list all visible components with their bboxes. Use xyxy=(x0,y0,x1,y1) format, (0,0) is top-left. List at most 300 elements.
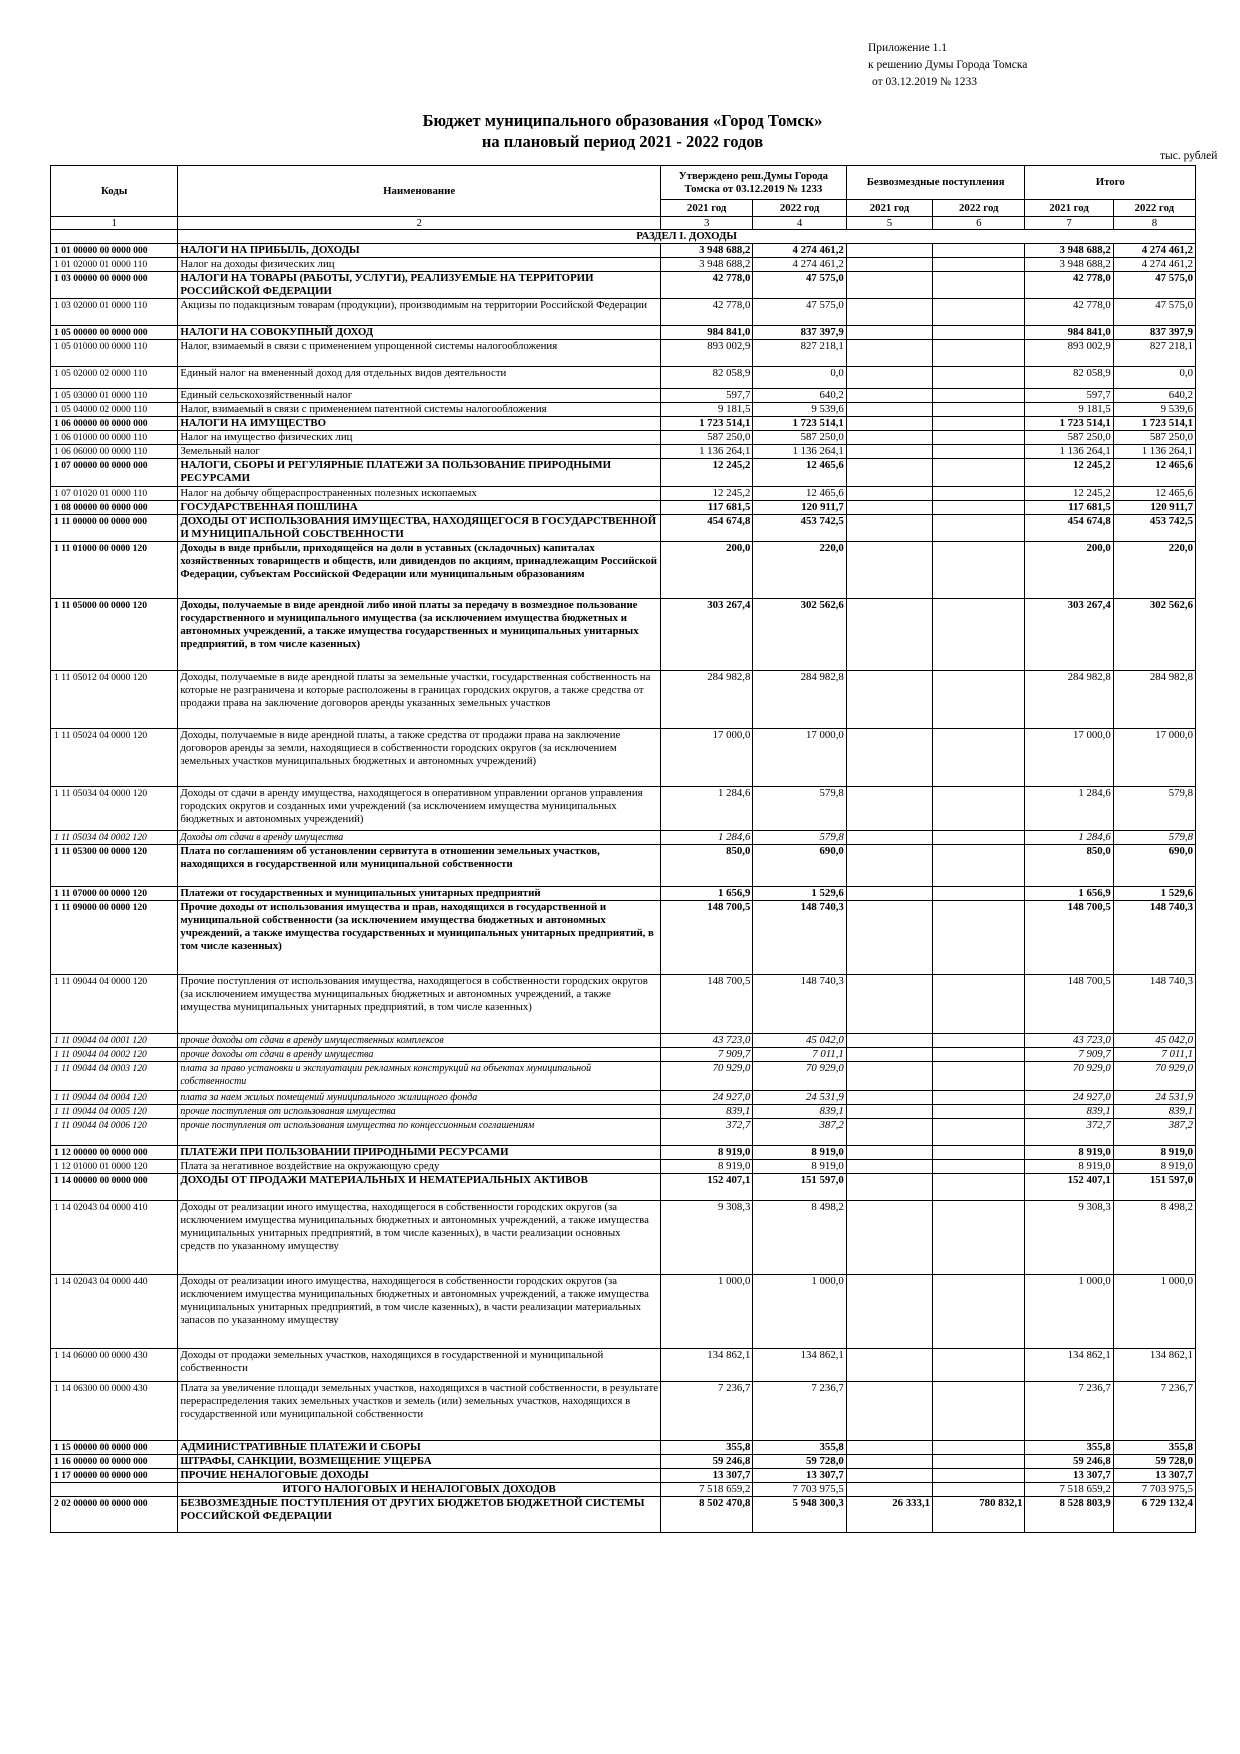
row-value: 1 284,6 xyxy=(1025,787,1113,831)
table-row xyxy=(51,244,1196,258)
row-value xyxy=(846,272,932,299)
row-value: 151 597,0 xyxy=(1113,1174,1195,1201)
row-value: 640,2 xyxy=(1113,389,1195,403)
row-name: Доходы, получаемые в виде арендной платы за земельные участки, государственная собственность на которые не разграничена и которые расположены в границах городских округов, а также средства от продажи права на заключение договоров аренды указанных земельных участков xyxy=(178,671,661,729)
row-value xyxy=(846,340,932,367)
row-value xyxy=(933,901,1025,975)
row-value xyxy=(933,487,1025,501)
row-value: 690,0 xyxy=(1113,845,1195,887)
row-value: 837 397,9 xyxy=(753,326,846,340)
row-value xyxy=(846,1441,932,1455)
row-name: НАЛОГИ НА ПРИБЫЛЬ, ДОХОДЫ xyxy=(178,244,661,258)
row-code: 1 11 05034 04 0002 120 xyxy=(51,831,178,845)
table-row xyxy=(51,1275,1196,1349)
row-value xyxy=(933,1275,1025,1349)
row-name: Прочие доходы от использования имущества и прав, находящихся в государственной и муниципальной собственности (за исключением имущества бюджетных и автономных учреждений, а также имущества государственных и муниципальных унитарных предприятий, в том числе казенных) xyxy=(178,901,661,975)
row-value: 8 919,0 xyxy=(660,1160,752,1174)
row-value: 17 000,0 xyxy=(660,729,752,787)
row-value: 200,0 xyxy=(1025,542,1113,599)
column-number: 1 xyxy=(51,217,178,230)
row-value: 7 518 659,2 xyxy=(1025,1483,1113,1497)
row-name: ПРОЧИЕ НЕНАЛОГОВЫЕ ДОХОДЫ xyxy=(178,1469,661,1483)
column-number: 4 xyxy=(753,217,846,230)
row-value: 7 011,1 xyxy=(753,1048,846,1062)
row-value xyxy=(933,445,1025,459)
row-code: 1 07 00000 00 0000 000 xyxy=(51,459,178,487)
row-name: Платежи от государственных и муниципальных унитарных предприятий xyxy=(178,887,661,901)
row-value: 59 728,0 xyxy=(1113,1455,1195,1469)
table-row xyxy=(51,403,1196,417)
row-value xyxy=(933,831,1025,845)
row-code: 1 16 00000 00 0000 000 xyxy=(51,1455,178,1469)
table-row xyxy=(51,1455,1196,1469)
row-value: 372,7 xyxy=(660,1119,752,1146)
row-value: 453 742,5 xyxy=(1113,515,1195,542)
row-value: 82 058,9 xyxy=(660,367,752,389)
row-value: 134 862,1 xyxy=(753,1349,846,1382)
row-code: 1 06 06000 00 0000 110 xyxy=(51,445,178,459)
row-value xyxy=(933,1048,1025,1062)
row-name: Единый налог на вмененный доход для отдельных видов деятельности xyxy=(178,367,661,389)
row-code: 1 11 09044 04 0005 120 xyxy=(51,1105,178,1119)
row-name: Доходы от реализации иного имущества, находящегося в собственности городских округов (за исключением имущества муниципальных бюджетных и автономных учреждений, а также имущества муниципальных унитарных предприятий, в том числе казенных), в части реализации материальных запасов по указанному имуществу xyxy=(178,1275,661,1349)
row-code: 1 11 09044 04 0001 120 xyxy=(51,1034,178,1048)
table-row xyxy=(51,975,1196,1034)
row-value: 355,8 xyxy=(1025,1441,1113,1455)
table-row xyxy=(51,671,1196,729)
row-value: 3 948 688,2 xyxy=(660,258,752,272)
row-code: 1 01 00000 00 0000 000 xyxy=(51,244,178,258)
row-value: 7 703 975,5 xyxy=(753,1483,846,1497)
row-value xyxy=(846,1174,932,1201)
table-row xyxy=(51,299,1196,326)
table-row xyxy=(51,272,1196,299)
table-row xyxy=(51,1105,1196,1119)
row-value: 45 042,0 xyxy=(1113,1034,1195,1048)
row-value: 839,1 xyxy=(753,1105,846,1119)
table-row xyxy=(51,542,1196,599)
row-value xyxy=(846,258,932,272)
row-value: 12 245,2 xyxy=(660,459,752,487)
row-value xyxy=(933,501,1025,515)
row-value: 284 982,8 xyxy=(753,671,846,729)
row-value: 1 656,9 xyxy=(660,887,752,901)
row-value: 47 575,0 xyxy=(753,299,846,326)
row-value: 302 562,6 xyxy=(1113,599,1195,671)
row-value: 13 307,7 xyxy=(753,1469,846,1483)
row-value xyxy=(846,599,932,671)
row-name: прочие доходы от сдачи в аренду имущественных комплексов xyxy=(178,1034,661,1048)
row-value: 9 308,3 xyxy=(660,1201,752,1275)
row-value xyxy=(846,445,932,459)
row-value: 82 058,9 xyxy=(1025,367,1113,389)
row-value: 148 700,5 xyxy=(1025,975,1113,1034)
row-value: 148 740,3 xyxy=(753,975,846,1034)
row-value: 1 136 264,1 xyxy=(660,445,752,459)
row-name: Плата за увеличение площади земельных участков, находящихся в частной собственности, в результате перераспределения таких земельных участков и земель (или) земельных участков, находящихся в государственной или муниципальной собственности xyxy=(178,1382,661,1441)
row-name: ИТОГО НАЛОГОВЫХ И НЕНАЛОГОВЫХ ДОХОДОВ xyxy=(178,1483,661,1497)
row-value: 372,7 xyxy=(1025,1119,1113,1146)
row-value xyxy=(846,515,932,542)
row-value: 1 723 514,1 xyxy=(1113,417,1195,431)
row-value: 8 919,0 xyxy=(1025,1146,1113,1160)
row-name: прочие поступления от использования имущества по концессионным соглашениям xyxy=(178,1119,661,1146)
row-name: ДОХОДЫ ОТ ПРОДАЖИ МАТЕРИАЛЬНЫХ И НЕМАТЕРИАЛЬНЫХ АКТИВОВ xyxy=(178,1174,661,1201)
row-value: 355,8 xyxy=(660,1441,752,1455)
row-value xyxy=(933,340,1025,367)
row-value: 7 236,7 xyxy=(753,1382,846,1441)
row-value: 454 674,8 xyxy=(1025,515,1113,542)
row-value xyxy=(933,1062,1025,1091)
table-row xyxy=(51,845,1196,887)
row-value: 827 218,1 xyxy=(1113,340,1195,367)
row-value: 850,0 xyxy=(660,845,752,887)
row-code: 1 06 00000 00 0000 000 xyxy=(51,417,178,431)
row-value: 303 267,4 xyxy=(1025,599,1113,671)
row-value: 120 911,7 xyxy=(1113,501,1195,515)
row-value: 780 832,1 xyxy=(933,1497,1025,1533)
row-value: 117 681,5 xyxy=(1025,501,1113,515)
row-value: 1 529,6 xyxy=(753,887,846,901)
row-code: 1 05 00000 00 0000 000 xyxy=(51,326,178,340)
row-value: 1 000,0 xyxy=(660,1275,752,1349)
row-name: Доходы от сдачи в аренду имущества, находящегося в оперативном управлении органов управления городских округов и созданных ими учреждений (за исключением имущества муниципальных бюджетных и автономных учреждений) xyxy=(178,787,661,831)
row-value xyxy=(846,1483,932,1497)
row-code: 1 03 02000 01 0000 110 xyxy=(51,299,178,326)
row-value xyxy=(933,1441,1025,1455)
row-value xyxy=(846,845,932,887)
row-value xyxy=(933,599,1025,671)
unit-label: тыс. рублей xyxy=(1160,150,1218,162)
row-value: 355,8 xyxy=(1113,1441,1195,1455)
row-code: 1 12 00000 00 0000 000 xyxy=(51,1146,178,1160)
row-value xyxy=(933,389,1025,403)
row-value xyxy=(846,1455,932,1469)
row-value xyxy=(933,887,1025,901)
row-code: 1 11 05000 00 0000 120 xyxy=(51,599,178,671)
row-value: 454 674,8 xyxy=(660,515,752,542)
row-value: 893 002,9 xyxy=(660,340,752,367)
row-value: 134 862,1 xyxy=(1025,1349,1113,1382)
row-code: 1 11 09044 04 0002 120 xyxy=(51,1048,178,1062)
row-value: 152 407,1 xyxy=(660,1174,752,1201)
table-row xyxy=(51,1119,1196,1146)
row-name: прочие поступления от использования имущества xyxy=(178,1105,661,1119)
row-value: 9 308,3 xyxy=(1025,1201,1113,1275)
row-value: 587 250,0 xyxy=(1113,431,1195,445)
row-value: 984 841,0 xyxy=(660,326,752,340)
row-value xyxy=(933,845,1025,887)
row-name: ГОСУДАРСТВЕННАЯ ПОШЛИНА xyxy=(178,501,661,515)
row-value xyxy=(846,1091,932,1105)
row-value xyxy=(846,1382,932,1441)
row-value: 827 218,1 xyxy=(753,340,846,367)
row-value xyxy=(933,1201,1025,1275)
appendix-note xyxy=(868,40,1027,91)
row-value: 284 982,8 xyxy=(660,671,752,729)
row-value xyxy=(846,417,932,431)
row-value xyxy=(933,326,1025,340)
row-value: 8 502 470,8 xyxy=(660,1497,752,1533)
row-code: 1 14 06000 00 0000 430 xyxy=(51,1349,178,1382)
row-value: 148 740,3 xyxy=(753,901,846,975)
row-code: 1 14 02043 04 0000 410 xyxy=(51,1201,178,1275)
row-value xyxy=(933,1160,1025,1174)
row-value: 148 740,3 xyxy=(1113,901,1195,975)
table-row xyxy=(51,1497,1196,1533)
header-year-2021: 2021 год xyxy=(846,200,932,217)
row-value: 1 136 264,1 xyxy=(753,445,846,459)
row-name: Доходы от реализации иного имущества, находящегося в собственности городских округов (за исключением имущества муниципальных бюджетных и автономных учреждений, а также имущества муниципальных унитарных предприятий, в том числе казенных), в части реализации основных средств по указанному имуществу xyxy=(178,1201,661,1275)
header-year-2021: 2021 год xyxy=(660,200,752,217)
row-value xyxy=(933,1174,1025,1201)
row-value: 134 862,1 xyxy=(660,1349,752,1382)
row-value: 8 919,0 xyxy=(753,1146,846,1160)
row-value xyxy=(933,417,1025,431)
table-row xyxy=(51,831,1196,845)
row-value: 7 518 659,2 xyxy=(660,1483,752,1497)
column-number: 3 xyxy=(660,217,752,230)
row-name: Налог на доходы физических лиц xyxy=(178,258,661,272)
row-value xyxy=(846,389,932,403)
row-value xyxy=(846,1105,932,1119)
appendix-line-2: к решению Думы Города Томска xyxy=(868,59,1028,71)
row-code: 1 07 01020 01 0000 110 xyxy=(51,487,178,501)
row-value: 8 919,0 xyxy=(1025,1160,1113,1174)
row-value: 4 274 461,2 xyxy=(1113,244,1195,258)
row-name: Налог, взимаемый в связи с применением патентной системы налогообложения xyxy=(178,403,661,417)
row-name: АДМИНИСТРАТИВНЫЕ ПЛАТЕЖИ И СБОРЫ xyxy=(178,1441,661,1455)
table-row xyxy=(51,258,1196,272)
row-value: 839,1 xyxy=(660,1105,752,1119)
row-code: 1 11 05034 04 0000 120 xyxy=(51,787,178,831)
row-name: Налог на добычу общераспространенных полезных ископаемых xyxy=(178,487,661,501)
row-value: 1 136 264,1 xyxy=(1025,445,1113,459)
row-value: 148 740,3 xyxy=(1113,975,1195,1034)
row-value xyxy=(846,901,932,975)
row-name: БЕЗВОЗМЕЗДНЫЕ ПОСТУПЛЕНИЯ ОТ ДРУГИХ БЮДЖЕТОВ БЮДЖЕТНОЙ СИСТЕМЫ РОССИЙСКОЙ ФЕДЕРАЦИИ xyxy=(178,1497,661,1533)
row-value xyxy=(933,515,1025,542)
row-value xyxy=(933,431,1025,445)
row-value: 579,8 xyxy=(753,787,846,831)
row-value: 13 307,7 xyxy=(1025,1469,1113,1483)
row-value: 6 729 132,4 xyxy=(1113,1497,1195,1533)
row-value xyxy=(933,1091,1025,1105)
row-name: Доходы в виде прибыли, приходящейся на доли в уставных (складочных) капиталах хозяйственных товариществ и обществ, или дивидендов по акциям, принадлежащим Российской Федерации, субъектам Российской Федерации или муниципальным образованиям xyxy=(178,542,661,599)
document-title xyxy=(0,110,1240,152)
row-name: Прочие поступления от использования имущества, находящегося в собственности городских округов (за исключением имущества муниципальных бюджетных и автономных учреждений, а также имущества муниципальных унитарных предприятий, в том числе казенных) xyxy=(178,975,661,1034)
row-value: 387,2 xyxy=(753,1119,846,1146)
row-value xyxy=(933,1382,1025,1441)
row-value: 220,0 xyxy=(753,542,846,599)
row-value: 8 498,2 xyxy=(1113,1201,1195,1275)
row-value: 5 948 300,3 xyxy=(753,1497,846,1533)
row-code: 1 11 00000 00 0000 000 xyxy=(51,515,178,542)
row-value: 120 911,7 xyxy=(753,501,846,515)
row-value: 387,2 xyxy=(1113,1119,1195,1146)
row-value: 12 245,2 xyxy=(1025,459,1113,487)
row-value: 42 778,0 xyxy=(1025,299,1113,326)
table-row xyxy=(51,431,1196,445)
row-value: 8 498,2 xyxy=(753,1201,846,1275)
header-total: Итого xyxy=(1025,166,1196,200)
row-name: Плата за негативное воздействие на окружающую среду xyxy=(178,1160,661,1174)
row-value xyxy=(846,403,932,417)
row-name: Налог на имущество физических лиц xyxy=(178,431,661,445)
row-value: 0,0 xyxy=(753,367,846,389)
table-row xyxy=(51,340,1196,367)
row-code: 1 11 05300 00 0000 120 xyxy=(51,845,178,887)
row-value: 7 011,1 xyxy=(1113,1048,1195,1062)
table-row xyxy=(51,1062,1196,1091)
table-row xyxy=(51,1146,1196,1160)
row-value: 7 236,7 xyxy=(1113,1382,1195,1441)
row-code: 1 14 02043 04 0000 440 xyxy=(51,1275,178,1349)
row-value: 1 284,6 xyxy=(660,831,752,845)
row-value: 134 862,1 xyxy=(1113,1349,1195,1382)
row-value: 17 000,0 xyxy=(1025,729,1113,787)
appendix-line-3: от 03.12.2019 № 1233 xyxy=(872,76,977,88)
row-name: прочие доходы от сдачи в аренду имущества xyxy=(178,1048,661,1062)
row-value xyxy=(933,272,1025,299)
row-value xyxy=(933,1455,1025,1469)
row-value xyxy=(846,1119,932,1146)
row-value: 13 307,7 xyxy=(1113,1469,1195,1483)
row-value: 24 531,9 xyxy=(753,1091,846,1105)
row-value: 4 274 461,2 xyxy=(753,258,846,272)
row-value: 355,8 xyxy=(753,1441,846,1455)
row-value: 0,0 xyxy=(1113,367,1195,389)
row-value: 24 927,0 xyxy=(1025,1091,1113,1105)
row-code: 1 06 01000 00 0000 110 xyxy=(51,431,178,445)
row-value: 43 723,0 xyxy=(1025,1034,1113,1048)
row-value: 1 656,9 xyxy=(1025,887,1113,901)
row-value: 587 250,0 xyxy=(1025,431,1113,445)
row-value: 1 723 514,1 xyxy=(660,417,752,431)
row-value: 70 929,0 xyxy=(660,1062,752,1091)
row-value: 579,8 xyxy=(1113,787,1195,831)
table-row xyxy=(51,1382,1196,1441)
row-value: 17 000,0 xyxy=(1113,729,1195,787)
row-value: 45 042,0 xyxy=(753,1034,846,1048)
row-code: 1 11 09000 00 0000 120 xyxy=(51,901,178,975)
row-value: 9 539,6 xyxy=(1113,403,1195,417)
row-code: 1 15 00000 00 0000 000 xyxy=(51,1441,178,1455)
row-name: Доходы, получаемые в виде арендной либо иной платы за передачу в возмездное пользование государственного и муниципального имущества (за исключением имущества бюджетных и автономных учреждений, а также имущества государственных и муниципальных унитарных предприятий, в том числе казенных) xyxy=(178,599,661,671)
row-code: 1 08 00000 00 0000 000 xyxy=(51,501,178,515)
column-number: 6 xyxy=(933,217,1025,230)
table-row xyxy=(51,1201,1196,1275)
row-value: 1 284,6 xyxy=(1025,831,1113,845)
row-code: 1 05 02000 02 0000 110 xyxy=(51,367,178,389)
row-value: 152 407,1 xyxy=(1025,1174,1113,1201)
row-value xyxy=(846,729,932,787)
row-value: 70 929,0 xyxy=(1113,1062,1195,1091)
row-code: 1 05 01000 00 0000 110 xyxy=(51,340,178,367)
row-value xyxy=(933,244,1025,258)
table-row xyxy=(51,459,1196,487)
row-value: 9 181,5 xyxy=(1025,403,1113,417)
row-code: 1 11 05024 04 0000 120 xyxy=(51,729,178,787)
table-row xyxy=(51,901,1196,975)
row-name: НАЛОГИ НА СОВОКУПНЫЙ ДОХОД xyxy=(178,326,661,340)
row-name: НАЛОГИ НА ТОВАРЫ (РАБОТЫ, УСЛУГИ), РЕАЛИЗУЕМЫЕ НА ТЕРРИТОРИИ РОССИЙСКОЙ ФЕДЕРАЦИИ xyxy=(178,272,661,299)
row-value: 8 528 803,9 xyxy=(1025,1497,1113,1533)
row-value: 3 948 688,2 xyxy=(660,244,752,258)
row-value: 148 700,5 xyxy=(660,975,752,1034)
row-value: 4 274 461,2 xyxy=(753,244,846,258)
row-value: 587 250,0 xyxy=(753,431,846,445)
table-row xyxy=(51,326,1196,340)
table-row xyxy=(51,1160,1196,1174)
row-value xyxy=(933,975,1025,1034)
row-value xyxy=(933,1146,1025,1160)
row-value: 1 723 514,1 xyxy=(753,417,846,431)
row-value xyxy=(846,542,932,599)
row-value: 839,1 xyxy=(1113,1105,1195,1119)
table-row xyxy=(51,1048,1196,1062)
row-value: 837 397,9 xyxy=(1113,326,1195,340)
row-value: 151 597,0 xyxy=(753,1174,846,1201)
row-name: Доходы от сдачи в аренду имущества xyxy=(178,831,661,845)
table-row xyxy=(51,1174,1196,1201)
row-value xyxy=(846,887,932,901)
row-value: 17 000,0 xyxy=(753,729,846,787)
row-value: 12 245,2 xyxy=(660,487,752,501)
row-code: 2 02 00000 00 0000 000 xyxy=(51,1497,178,1533)
row-value: 3 948 688,2 xyxy=(1025,258,1113,272)
row-value: 8 919,0 xyxy=(660,1146,752,1160)
row-value: 59 246,8 xyxy=(660,1455,752,1469)
row-value xyxy=(846,975,932,1034)
column-number: 8 xyxy=(1113,217,1195,230)
row-name: ПЛАТЕЖИ ПРИ ПОЛЬЗОВАНИИ ПРИРОДНЫМИ РЕСУРСАМИ xyxy=(178,1146,661,1160)
row-name: Земельный налог xyxy=(178,445,661,459)
row-value xyxy=(846,244,932,258)
row-value: 597,7 xyxy=(1025,389,1113,403)
row-code: 1 01 02000 01 0000 110 xyxy=(51,258,178,272)
title-line-2: на плановый период 2021 - 2022 годов xyxy=(481,132,764,151)
row-value xyxy=(846,1275,932,1349)
row-value: 1 723 514,1 xyxy=(1025,417,1113,431)
row-value xyxy=(846,501,932,515)
row-value: 7 236,7 xyxy=(1025,1382,1113,1441)
row-name: Единый сельскохозяйственный налог xyxy=(178,389,661,403)
header-year-2022: 2022 год xyxy=(1113,200,1195,217)
row-code: 1 14 00000 00 0000 000 xyxy=(51,1174,178,1201)
row-value: 47 575,0 xyxy=(753,272,846,299)
row-name: Акцизы по подакцизным товарам (продукции), производимым на территории Российской Федерации xyxy=(178,299,661,326)
column-number: 2 xyxy=(178,217,661,230)
row-value: 1 000,0 xyxy=(1113,1275,1195,1349)
row-value xyxy=(846,367,932,389)
row-value: 839,1 xyxy=(1025,1105,1113,1119)
row-value: 453 742,5 xyxy=(753,515,846,542)
row-code: 1 11 07000 00 0000 120 xyxy=(51,887,178,901)
table-row xyxy=(51,729,1196,787)
row-value: 9 181,5 xyxy=(660,403,752,417)
row-code: 1 11 05012 04 0000 120 xyxy=(51,671,178,729)
row-value: 12 465,6 xyxy=(753,459,846,487)
row-value: 284 982,8 xyxy=(1113,671,1195,729)
table-row xyxy=(51,599,1196,671)
row-value: 24 927,0 xyxy=(660,1091,752,1105)
row-value xyxy=(933,729,1025,787)
column-number: 5 xyxy=(846,217,932,230)
row-code: 1 11 09044 04 0004 120 xyxy=(51,1091,178,1105)
row-name: Плата по соглашениям об установлении сервитута в отношении земельных участков, находящихся в государственной или муниципальной собственности xyxy=(178,845,661,887)
row-value: 597,7 xyxy=(660,389,752,403)
